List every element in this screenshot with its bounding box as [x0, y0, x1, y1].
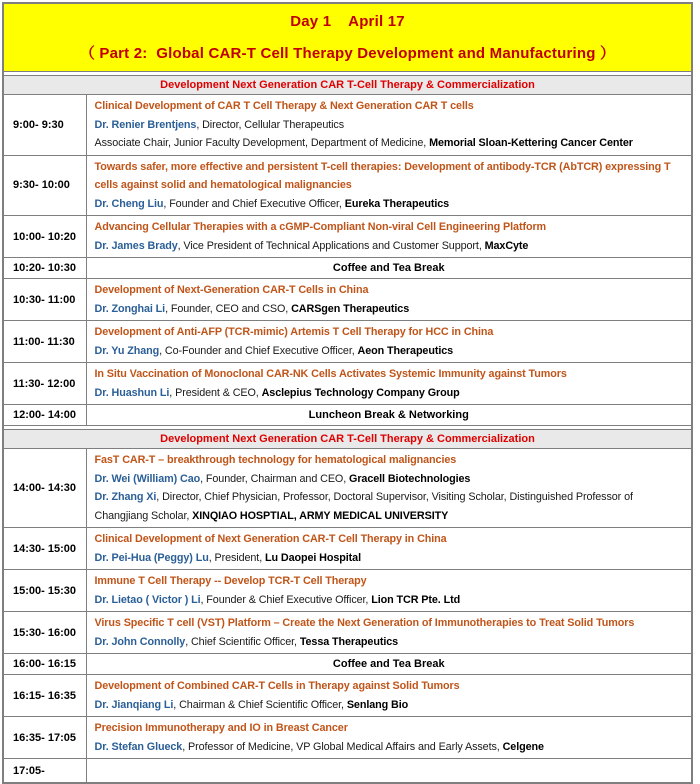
- seg-org: Lion TCR Pte. Ltd: [371, 593, 461, 606]
- seg-name: Dr. Lietao ( Victor ) Li: [94, 593, 201, 606]
- session-cell: [86, 449, 692, 528]
- speaker-line: [95, 738, 684, 757]
- speaker-line: [95, 195, 684, 214]
- session-title: [95, 97, 684, 116]
- agenda-table: [2, 2, 693, 784]
- time-cell: 10:20- 10:30: [3, 258, 86, 279]
- session-title: [95, 677, 684, 696]
- session-cell: [86, 570, 692, 612]
- seg-name: Dr. James Brady: [94, 239, 178, 252]
- session-cell: [86, 612, 692, 654]
- session-title: [95, 323, 684, 342]
- seg-name: Dr. Pei-Hua (Peggy) Lu: [94, 551, 209, 564]
- section-header: [3, 426, 692, 449]
- session-cell: [86, 321, 692, 363]
- session-title: [95, 530, 684, 549]
- section-row: [3, 72, 692, 95]
- session-cell: [86, 363, 692, 405]
- seg-plain: , Vice President of Technical Applications and Customer Support,: [177, 239, 485, 252]
- break-label: Coffee and Tea Break: [86, 654, 692, 675]
- seg-name: Dr. Renier Brentjens: [94, 118, 197, 131]
- seg-org: Eureka Therapeutics: [344, 197, 450, 210]
- speaker-line: [95, 116, 684, 135]
- seg-name: Dr. Huashun Li: [94, 386, 170, 399]
- time-cell: 16:00- 16:15: [3, 654, 86, 675]
- seg-title: Towards safer, more effective and persistent T-cell therapies: Development of antibody-TCR (AbTCR) expressing T cells against solid and hematological malignancies: [94, 160, 671, 191]
- seg-plain: , Professor of Medicine, VP Global Medical Affairs and Early Assets,: [182, 740, 503, 753]
- session-cell: [86, 717, 692, 759]
- break-row: [3, 654, 692, 675]
- speaker-line: [95, 591, 684, 610]
- seg-org: CARSgen Therapeutics: [291, 302, 410, 315]
- session-cell: [86, 95, 692, 156]
- break-label: Luncheon Break & Networking: [86, 405, 692, 426]
- seg-name: Dr. Stefan Glueck: [94, 740, 183, 753]
- seg-org: XINQIAO HOSPTIAL, ARMY MEDICAL UNIVERSITY: [192, 509, 449, 522]
- session-title: [95, 572, 684, 591]
- time-cell: 10:30- 11:00: [3, 279, 86, 321]
- time-cell: 17:05-: [3, 759, 86, 784]
- seg-plain: , Chief Scientific Officer,: [185, 635, 300, 648]
- time-cell: 12:00- 14:00: [3, 405, 86, 426]
- session-title: [95, 614, 684, 633]
- speaker-line: [95, 342, 684, 361]
- time-cell: 15:00- 15:30: [3, 570, 86, 612]
- part-title: （ Part 2: Global CAR-T Cell Therapy Development and Manufacturing ）: [79, 45, 616, 62]
- seg-title: Development of Next-Generation CAR-T Cells in China: [94, 284, 369, 296]
- session-title: [95, 281, 684, 300]
- time-cell: 16:15- 16:35: [3, 675, 86, 717]
- section-row: [3, 426, 692, 449]
- seg-title: In Situ Vaccination of Monoclonal CAR-NK Cells Activates Systemic Immunity against Tumors: [94, 368, 567, 380]
- seg-name: Dr. Cheng Liu: [94, 197, 164, 210]
- seg-org: Lu Daopei Hospital: [265, 551, 361, 564]
- session-row: [3, 155, 692, 216]
- session-row: [3, 570, 692, 612]
- speaker-line: [95, 300, 684, 319]
- seg-name: Dr. Zhang Xi: [94, 491, 157, 503]
- break-label: Coffee and Tea Break: [86, 258, 692, 279]
- session-row: [3, 449, 692, 528]
- seg-name: Dr. John Connolly: [94, 635, 186, 648]
- session-row: [3, 321, 692, 363]
- session-row: [3, 95, 692, 156]
- seg-name: Dr. Wei (William) Cao: [94, 472, 201, 485]
- session-title: [95, 158, 684, 195]
- session-cell: [86, 216, 692, 258]
- seg-org: Senlang Bio: [346, 698, 409, 711]
- session-cell: [86, 155, 692, 216]
- empty-cell: [86, 759, 692, 784]
- session-row: [3, 216, 692, 258]
- time-cell: 15:30- 16:00: [3, 612, 86, 654]
- time-cell: 14:00- 14:30: [3, 449, 86, 528]
- time-cell: 14:30- 15:00: [3, 528, 86, 570]
- session-cell: [86, 528, 692, 570]
- page-header: [3, 3, 692, 72]
- seg-plain: , President,: [208, 551, 265, 564]
- seg-org: Aeon Therapeutics: [357, 344, 454, 357]
- speaker-line: [95, 633, 684, 652]
- session-title: [95, 365, 684, 384]
- time-cell: 9:00- 9:30: [3, 95, 86, 156]
- seg-title: Development of Anti-AFP (TCR-mimic) Artemis T Cell Therapy for HCC in China: [94, 326, 494, 338]
- seg-plain: , Director, Cellular Therapeutics: [196, 118, 345, 131]
- seg-title: Precision Immunotherapy and IO in Breast Cancer: [94, 722, 348, 734]
- seg-title: Virus Specific T cell (VST) Platform – Create the Next Generation of Immunotherapies to Treat Solid Tumors: [94, 617, 635, 629]
- session-title: [95, 719, 684, 738]
- session-row: [3, 675, 692, 717]
- time-cell: 9:30- 10:00: [3, 155, 86, 216]
- seg-plain: , Founder and Chief Executive Officer,: [163, 197, 345, 210]
- session-row: [3, 279, 692, 321]
- section-header: [3, 72, 692, 95]
- session-row: [3, 612, 692, 654]
- seg-org: Asclepius Technology Company Group: [261, 386, 460, 399]
- break-row: [3, 405, 692, 426]
- session-row: [3, 363, 692, 405]
- speaker-line: [95, 696, 684, 715]
- seg-title: Clinical Development of CAR T Cell Therapy & Next Generation CAR T cells: [94, 100, 474, 112]
- seg-org: Tessa Therapeutics: [299, 635, 399, 648]
- speaker-line: [95, 384, 684, 403]
- seg-plain: , Founder, CEO and CSO,: [165, 302, 292, 315]
- seg-plain: , Founder, Chairman and CEO,: [200, 472, 350, 485]
- speaker-line: [95, 470, 684, 489]
- speaker-line: [95, 237, 684, 256]
- section-header-label: Development Next Generation CAR T-Cell Therapy & Commercialization: [4, 430, 691, 448]
- seg-plain: , Chairman & Chief Scientific Officer,: [173, 698, 347, 711]
- empty-row: [3, 759, 692, 784]
- time-cell: 11:30- 12:00: [3, 363, 86, 405]
- seg-title: Advancing Cellular Therapies with a cGMP-Compliant Non-viral Cell Engineering Platform: [94, 221, 547, 233]
- speaker-line: [95, 134, 684, 153]
- seg-name: Dr. Yu Zhang: [94, 344, 160, 357]
- seg-title: Development of Combined CAR-T Cells in Therapy against Solid Tumors: [94, 680, 460, 692]
- seg-title: Clinical Development of Next Generation CAR-T Cell Therapy in China: [94, 533, 447, 545]
- speaker-line: [95, 549, 684, 568]
- time-cell: 10:00- 10:20: [3, 216, 86, 258]
- seg-name: Dr. Zonghai Li: [94, 302, 166, 315]
- seg-title: FasT CAR-T – breakthrough technology for hematological malignancies: [94, 454, 457, 466]
- session-title: [95, 451, 684, 470]
- time-cell: 16:35- 17:05: [3, 717, 86, 759]
- session-title: [95, 218, 684, 237]
- session-row: [3, 528, 692, 570]
- day-title: Day 1 April 17: [290, 13, 405, 30]
- seg-title: Immune T Cell Therapy -- Develop TCR-T Cell Therapy: [94, 575, 367, 587]
- seg-org: MaxCyte: [484, 239, 529, 252]
- seg-plain: Associate Chair, Junior Faculty Development, Department of Medicine,: [94, 137, 430, 149]
- session-row: [3, 717, 692, 759]
- section-header-label: Development Next Generation CAR T-Cell Therapy & Commercialization: [4, 76, 691, 94]
- seg-org: Gracell Biotechnologies: [349, 472, 471, 485]
- seg-plain: , Co-Founder and Chief Executive Officer,: [159, 344, 358, 357]
- session-cell: [86, 279, 692, 321]
- time-cell: 11:00- 11:30: [3, 321, 86, 363]
- page-header-row: [3, 3, 692, 72]
- seg-plain: , President & CEO,: [169, 386, 262, 399]
- seg-plain: , Director, Chief Physician, Professor, Doctoral Supervisor, Visiting Scholar, Distinguished Professor of Changjiang Scholar,: [94, 491, 633, 522]
- seg-name: Dr. Jianqiang Li: [94, 698, 174, 711]
- speaker-line: [95, 488, 684, 525]
- break-row: [3, 258, 692, 279]
- session-cell: [86, 675, 692, 717]
- seg-org: Celgene: [502, 740, 544, 753]
- seg-plain: , Founder & Chief Executive Officer,: [200, 593, 372, 606]
- seg-org: Memorial Sloan-Kettering Cancer Center: [429, 137, 633, 149]
